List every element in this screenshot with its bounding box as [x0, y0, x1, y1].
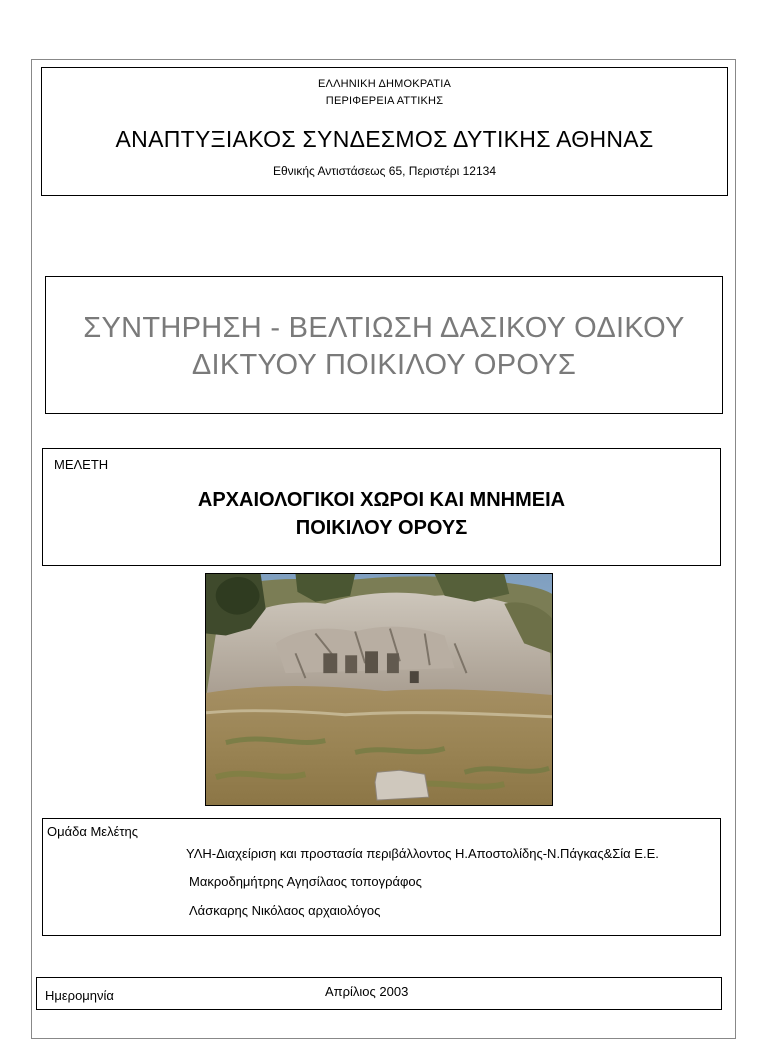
- organization-address: Εθνικής Αντιστάσεως 65, Περιστέρι 12134: [272, 164, 497, 178]
- project-box: [45, 276, 723, 414]
- organization-name: ΑΝΑΠΤΥΞΙΑΚΟΣ ΣΥΝΔΕΣΜΟΣ ΔΥΤΙΚΗΣ ΑΘΗΝΑΣ: [115, 126, 654, 152]
- republic-label: ΕΛΛΗΝΙΚΗ ΔΗΜΟΚΡΑΤΙΑ: [317, 78, 451, 90]
- header-box: [41, 67, 728, 196]
- team-box: [42, 818, 721, 936]
- study-title-line1: ΑΡΧΑΙΟΛΟΓΙΚΟΙ ΧΩΡΟΙ ΚΑΙ ΜΝΗΜΕΙΑ: [197, 489, 566, 511]
- date-value: Απρίλιος 2003: [325, 984, 409, 999]
- project-title-line1: ΣΥΝΤΗΡΗΣΗ - ΒΕΛΤΙΩΣΗ ΔΑΣΙΚΟΥ ΟΔΙΚΟΥ: [83, 312, 685, 344]
- study-label: ΜΕΛΕΤΗ: [54, 457, 109, 472]
- team-member-firm: ΥΛΗ-Διαχείριση και προστασία περιβάλλοντος Η.Αποστολίδης-Ν.Πάγκας&Σία Ε.Ε.: [186, 846, 659, 861]
- study-box: [42, 448, 721, 566]
- team-member-surveyor: Μακροδημήτρης Αγησίλαος τοπογράφος: [189, 874, 422, 889]
- region-label: ΠΕΡΙΦΕΡΕΙΑ ΑΤΤΙΚΗΣ: [325, 95, 444, 107]
- team-member-archaeologist: Λάσκαρης Νικόλαος αρχαιολόγος: [189, 903, 381, 918]
- project-title-line2: ΔΙΚΤΥΟΥ ΠΟΙΚΙΛΟΥ ΟΡΟΥΣ: [191, 349, 577, 381]
- date-label: Ημερομηνία: [45, 988, 114, 1003]
- site-photo: [205, 573, 553, 806]
- study-title-line2: ΠΟΙΚΙΛΟΥ ΟΡΟΥΣ: [295, 517, 468, 539]
- project-title: [46, 310, 722, 384]
- study-title: [43, 486, 720, 542]
- date-box: [36, 977, 722, 1010]
- team-label: Ομάδα Μελέτης: [47, 824, 139, 839]
- rocky-hillside-image: [206, 574, 552, 805]
